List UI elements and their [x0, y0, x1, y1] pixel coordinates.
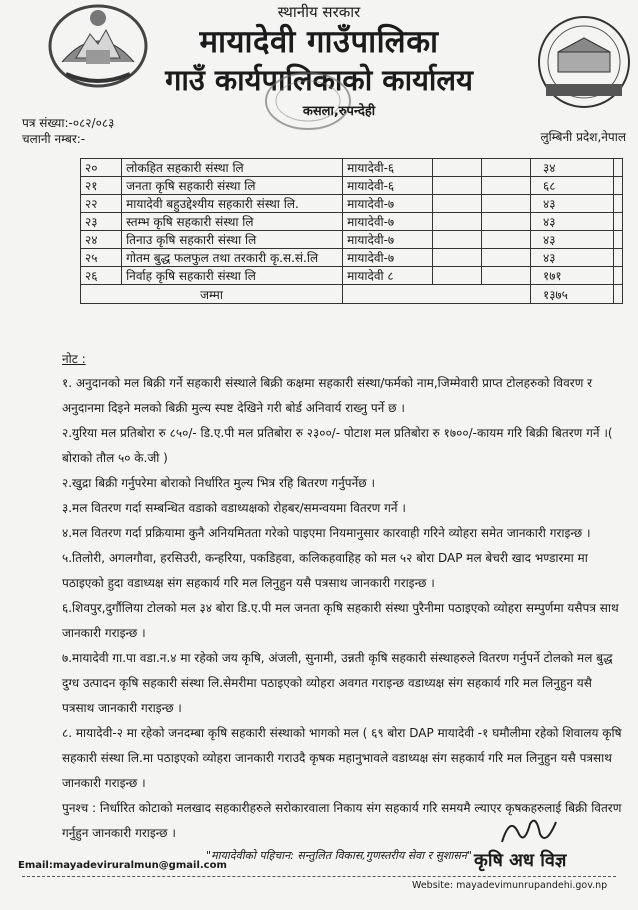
office-sub-name: गाउँ कार्यपालिकाको कार्यालय [165, 63, 473, 97]
serial-number-cell: २४ [81, 231, 122, 249]
ward-cell: मायादेवी-७ [343, 231, 433, 249]
blank-cell [481, 195, 530, 213]
ward-cell: मायादेवी-६ [343, 159, 433, 177]
blank-cell [614, 231, 623, 249]
blank-cell [432, 267, 481, 285]
cooperative-name-cell: निर्वाह कृषि सहकारी संस्था लि [122, 267, 343, 285]
note-item: २.युरिया मल प्रतिबोरा रु ८५०/- डि.ए.पी मल प्रतिबोरा रु २३००/- पोटाश मल प्रतिबोरा रु १७००/-कायम गरि बिक्री बितरण गर्ने ।( बोराको तौल ५० के.जी ) [62, 426, 613, 465]
blank-cell [614, 195, 623, 213]
blank-cell [481, 159, 530, 177]
cooperative-name-cell: लोकहित सहकारी संस्था लि [122, 159, 343, 177]
blank-cell [481, 177, 530, 195]
blank-cell [432, 159, 481, 177]
dispatch-number: चलानी नम्बर:- [22, 132, 86, 146]
signature-icon [496, 812, 562, 850]
quantity-cell: ४३ [530, 249, 613, 267]
blank-cell [432, 177, 481, 195]
blank-cell [614, 267, 623, 285]
table-row [81, 195, 623, 213]
ward-cell: मायादेवी-७ [343, 249, 433, 267]
serial-number-cell: २५ [81, 249, 122, 267]
cooperative-name-cell: तिनाउ कृषि सहकारी संस्था लि [122, 231, 343, 249]
note-item: ३.मल वितरण गर्दा सम्बन्धित वडाको वडाध्यक्षको रोहबर/समन्वयमा वितरण गर्ने । [62, 501, 406, 515]
table-row [81, 249, 623, 267]
note-item: ५.तिलोरी, अगलगौवा, हरसिउरी, कन्हरिया, पकडिहवा, कलिकहवाहिह को मल ५२ बोरा DAP मल बेचरी खाद भण्डारमा मा पठाइएको हुदा वडाध्यक्ष संग सहकार्य गरि मल लिनुहुन यसै पत्रसाथ जानकारी गराइन्छ । [62, 551, 588, 590]
ward-cell: मायादेवी-७ [343, 195, 433, 213]
ward-cell: मायादेवी-६ [343, 177, 433, 195]
table-row [81, 213, 623, 231]
blank-cell [432, 249, 481, 267]
quantity-cell: ४३ [530, 213, 613, 231]
blank-cell [614, 249, 623, 267]
serial-number-cell: २२ [81, 195, 122, 213]
footer-motto: "मायादेवीको पहिचान: सन्तुलित विकास,गुणस्तरीय सेवा र सुशासन" [206, 849, 472, 862]
blank-cell [432, 213, 481, 231]
quantity-cell: ६८ [530, 177, 613, 195]
province-name: लुम्बिनी प्रदेश,नेपाल [540, 130, 626, 144]
blank-cell [481, 267, 530, 285]
serial-number-cell: २३ [81, 213, 122, 231]
blank-cell [481, 249, 530, 267]
quantity-cell: ४३ [530, 195, 613, 213]
blank-cell [614, 159, 623, 177]
blank-cell [432, 195, 481, 213]
notes-heading: नोट : [62, 352, 86, 366]
cooperative-name-cell: स्तम्भ कृषि सहकारी संस्था लि [122, 213, 343, 231]
note-item: ४.मल वितरण गर्दा प्रक्रियामा कुनै अनियमितता गरेको पाइएमा नियमानुसार कारवाही गरिने व्योहरा समेत जानकारी गराइन्छ । [62, 526, 591, 540]
reference-number: पत्र संख्या:-०८२/०८३ [22, 116, 115, 130]
table-row [81, 177, 623, 195]
quantity-cell: ३४ [530, 159, 613, 177]
table-row [81, 267, 623, 285]
blank-cell [614, 285, 623, 304]
note-item: ८. मायादेवी-२ मा रहेको जनदम्बा कृषि सहकारी संस्थाको भागको मल ( ६९ बोरा DAP मायादेवी -१ घमौलीमा रहेको शिवालय कृषि सहकारी संस्था लि.मा पठाइएको व्योहरा जानकारी गराउदै कृषक महानुभावले वडाध्यक्ष संग सहकार्य गरि मल लिनुहुन यसै पत्रसाथ जानकारी गराइन्छ । [62, 726, 622, 790]
signatory-title: कृषि अध विज्ञ [474, 850, 567, 871]
office-location: कसला,रुपन्देही [302, 104, 376, 119]
office-name: मायादेवी गाउँपालिका [199, 24, 439, 60]
total-label-cell: जम्मा [81, 285, 343, 304]
quantity-cell: ४३ [530, 231, 613, 249]
note-item: ७.मायादेवी गा.पा वडा.न.४ मा रहेको जय कृषि, अंजली, सुनामी, उन्नती कृषि सहकारी संस्थाहरुले वितरण गर्नुपर्ने टोलको मल बुद्ध दुग्ध उत्पादन कृषि सहकारी संस्था लि.सेमरीमा पठाइएको व्योहरा अवगत गराइन्छ वडाध्यक्ष संग सहकार्य गरि मल लिनुहुन यसै पत्रसाथ जानकारी गराइन्छ । [62, 651, 613, 715]
table-row [81, 231, 623, 249]
blank-cell [432, 231, 481, 249]
blank-cell [481, 231, 530, 249]
header-top-line: स्थानीय सरकार [277, 3, 361, 21]
blank-cell [481, 213, 530, 231]
blank-cell [343, 285, 531, 304]
serial-number-cell: २० [81, 159, 122, 177]
note-item: १. अनुदानको मल बिक्री गर्ने सहकारी संस्थाले बिक्री कक्षमा सहकारी संस्था/फर्मको नाम,जिम्मेवारी प्राप्त टोलहरुको विवरण र अनुदानमा दिइने मलको बिक्री मुल्य स्पष्ट देखिने गरी बोर्ड अनिवार्य राख्नु पर्ने छ । [62, 376, 593, 415]
ward-cell: मायादेवी ८ [343, 267, 433, 285]
note-item: ६.शिवपुर,दुर्गौलिया टोलको मल ३४ बोरा डि.ए.पी मल जनता कृषि सहकारी संस्था पुरैनीमा पठाइएको व्योहरा सम्पुर्णमा यसैपत्र साथ जानकारी गराइन्छ । [62, 601, 619, 640]
total-value-cell: १३७५ [530, 285, 613, 304]
notes-section [62, 350, 622, 846]
serial-number-cell: २६ [81, 267, 122, 285]
quantity-cell: १७१ [530, 267, 613, 285]
cooperative-name-cell: मायादेवी बहुउद्देश्यीय सहकारी संस्था लि. [122, 195, 343, 213]
table-total-row [81, 285, 623, 304]
blank-cell [614, 213, 623, 231]
note-item: २.खुद्रा बिक्री गर्नुपरेमा बोराको निर्धारित मुल्य भित्र रहि बितरण गर्नुपर्नेछ । [62, 476, 376, 490]
blank-cell [614, 177, 623, 195]
ward-cell: मायादेवी-७ [343, 213, 433, 231]
footer-email-link[interactable]: Email:mayadeviruralmun@gmail.com [18, 860, 227, 871]
footer-divider [22, 876, 616, 877]
serial-number-cell: २१ [81, 177, 122, 195]
distribution-table [80, 158, 623, 304]
cooperative-name-cell: गोतम बुद्ध फलफुल तथा तरकारी कृ.स.सं.लि [122, 249, 343, 267]
cooperative-name-cell: जनता कृषि सहकारी संस्था लि [122, 177, 343, 195]
footer-website-link[interactable]: Website: mayadevimunrupandehi.gov.np [412, 880, 608, 891]
table-row [81, 159, 623, 177]
note-item: पुनश्च : निर्धारित कोटाको मलखाद सहकारीहरुले सरोकारवाला निकाय संग सहकार्य गरि समयमै ल्याएर कृषकहरुलाई बिक्री वितरण गर्नुहुन जानकारी गराइन्छ । [62, 801, 622, 840]
